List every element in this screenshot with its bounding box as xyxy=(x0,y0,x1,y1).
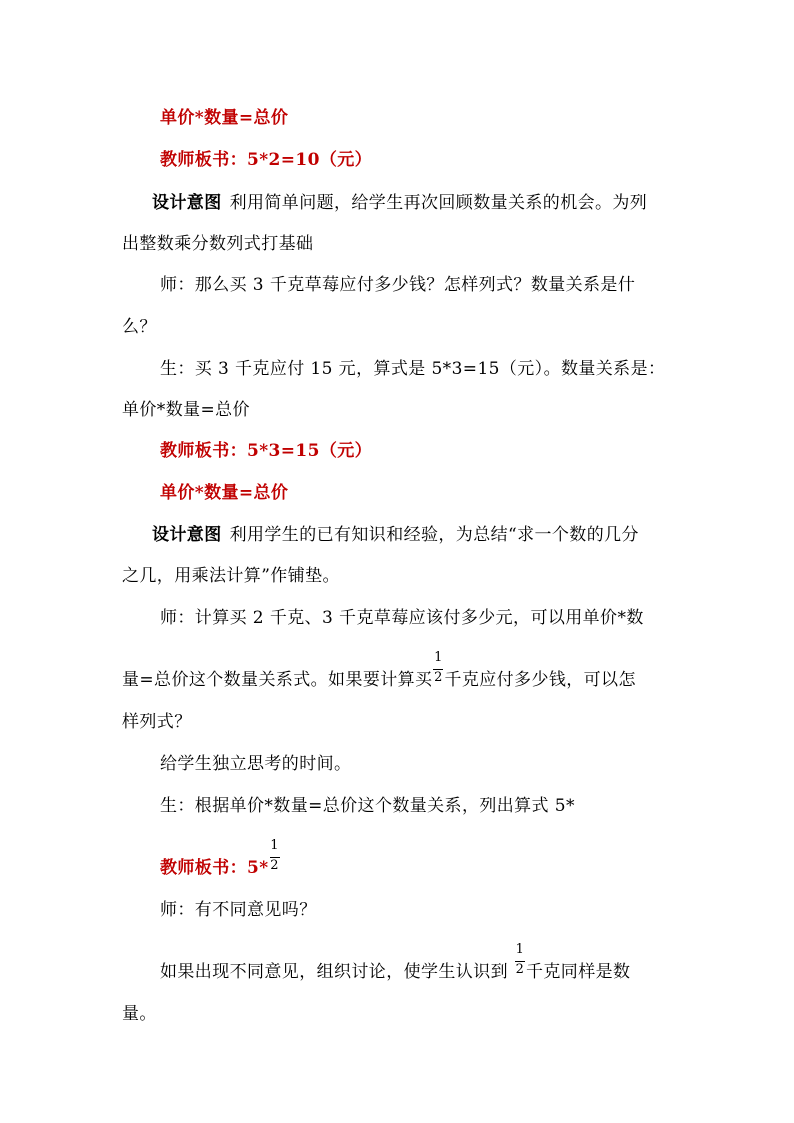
formula-line: 单价*数量=总价 xyxy=(160,108,289,128)
paragraph-line: 单价*数量=总价 xyxy=(122,400,250,420)
paragraph-line: 给学生独立思考的时间。 xyxy=(160,754,352,774)
paragraph-line-with-fraction xyxy=(160,941,631,985)
design-intent-paragraph xyxy=(152,523,639,547)
fraction-one-half xyxy=(432,649,444,693)
fraction-numerator: 1 xyxy=(515,941,525,957)
design-intent-paragraph xyxy=(152,191,647,215)
student-answer: 生：买 3 千克应付 15 元，算式是 5*3=15（元）。数量关系是： xyxy=(160,359,666,379)
fraction-denominator: 2 xyxy=(515,961,525,977)
teacher-question: 师：有不同意见吗？ xyxy=(160,900,317,920)
paragraph-line: 出整数乘分数列式打基础 xyxy=(122,234,314,254)
text-segment: 教师板书：5* xyxy=(160,858,269,878)
design-intent-label: 设计意图 xyxy=(152,193,222,213)
paragraph-line: 么？ xyxy=(122,317,157,337)
text-segment: 千克应付多少钱，可以怎 xyxy=(444,670,636,690)
design-intent-text: 利用简单问题，给学生再次回顾数量关系的机会。为列 xyxy=(229,193,648,213)
board-note xyxy=(160,837,281,881)
text-segment: 量=总价这个数量关系式。如果要计算买 xyxy=(122,670,433,690)
paragraph-line: 之几，用乘法计算”作铺垫。 xyxy=(122,566,340,586)
paragraph-line: 样列式？ xyxy=(122,712,192,732)
board-note: 教师板书：5*2=10（元） xyxy=(160,150,373,170)
design-intent-label: 设计意图 xyxy=(152,525,222,545)
fraction-one-half xyxy=(514,941,526,985)
formula-line: 单价*数量=总价 xyxy=(160,483,289,503)
student-answer: 生：根据单价*数量=总价这个数量关系，列出算式 5* xyxy=(160,796,575,816)
text-segment: 如果出现不同意见，组织讨论，使学生认识到 xyxy=(160,962,508,982)
teacher-question: 师：那么买 3 千克草莓应付多少钱？怎样列式？数量关系是什 xyxy=(160,275,636,295)
board-note: 教师板书：5*3=15（元） xyxy=(160,441,373,461)
paragraph-line: 量。 xyxy=(122,1004,157,1024)
fraction-numerator: 1 xyxy=(270,837,279,853)
fraction-denominator: 2 xyxy=(434,669,443,685)
fraction-denominator: 2 xyxy=(270,857,279,873)
text-segment: 千克同样是数 xyxy=(526,962,631,982)
fraction-one-half xyxy=(269,837,281,881)
design-intent-text: 利用学生的已有知识和经验，为总结“求一个数的几分 xyxy=(229,525,639,545)
paragraph-line-with-fraction xyxy=(122,649,636,693)
fraction-numerator: 1 xyxy=(434,649,443,665)
teacher-explanation: 师：计算买 2 千克、3 千克草莓应该付多少元，可以用单价*数 xyxy=(160,608,644,628)
